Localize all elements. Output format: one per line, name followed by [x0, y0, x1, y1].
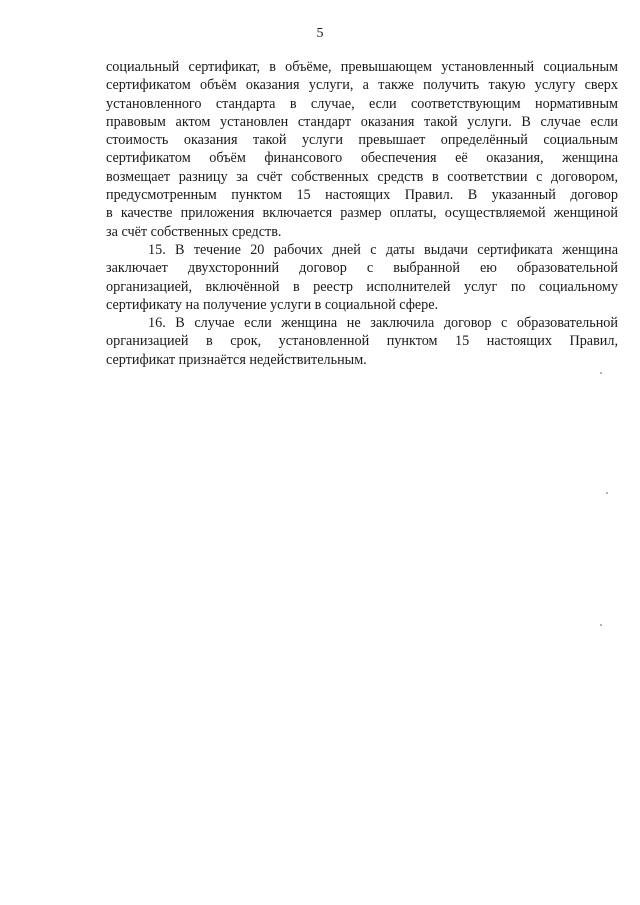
text-line: правовым актом установлен стандарт оказания такой услуги. В случае если [106, 113, 618, 130]
page-number: 5 [316, 26, 324, 41]
paragraph-continuation [106, 58, 618, 241]
text-line: организацией, включённой в реестр исполнителей услуг по социальному [106, 278, 618, 295]
text-line: за счёт собственных средств. [106, 223, 282, 240]
text-line: в качестве приложения включается размер оплаты, осуществляемой женщиной [106, 205, 618, 222]
text-line: предусмотренным пунктом 15 настоящих Правил. В указанный договор [106, 187, 618, 204]
paragraph-clause-15 [106, 241, 618, 314]
text-line: заключает двухсторонний договор с выбранной ею образовательной [106, 260, 618, 277]
scan-speck [606, 492, 608, 494]
document-body [106, 58, 618, 369]
scan-speck [600, 624, 602, 626]
text-line: социальный сертификат, в объёме, превышающем установленный социальным [106, 59, 618, 75]
text-line: сертификатом объём финансового обеспечения её оказания, женщина [106, 150, 618, 167]
text-line: установленного стандарта в случае, если соответствующим нормативным [106, 95, 618, 112]
text-line: сертификатом объём оказания услуги, а также получить такую услугу сверх [106, 77, 618, 94]
text-line: организацией в срок, установленной пунктом 15 настоящих Правил, [106, 333, 618, 350]
paragraph-clause-16 [106, 314, 618, 369]
clause-15-heading-line: 15. В течение 20 рабочих дней с даты выдачи сертификата женщина [148, 241, 618, 258]
text-line: возмещает разницу за счёт собственных средств в соответствии с договором, [106, 168, 618, 185]
text-line: сертификату на получение услуги в социальной сфере. [106, 296, 439, 313]
clause-16-heading-line: 16. В случае если женщина не заключила договор с образовательной [148, 315, 618, 332]
text-line: сертификат признаётся недействительным. [106, 351, 367, 368]
text-line: стоимость оказания такой услуги превышает определённый социальным [106, 132, 618, 149]
scan-speck [600, 372, 602, 374]
